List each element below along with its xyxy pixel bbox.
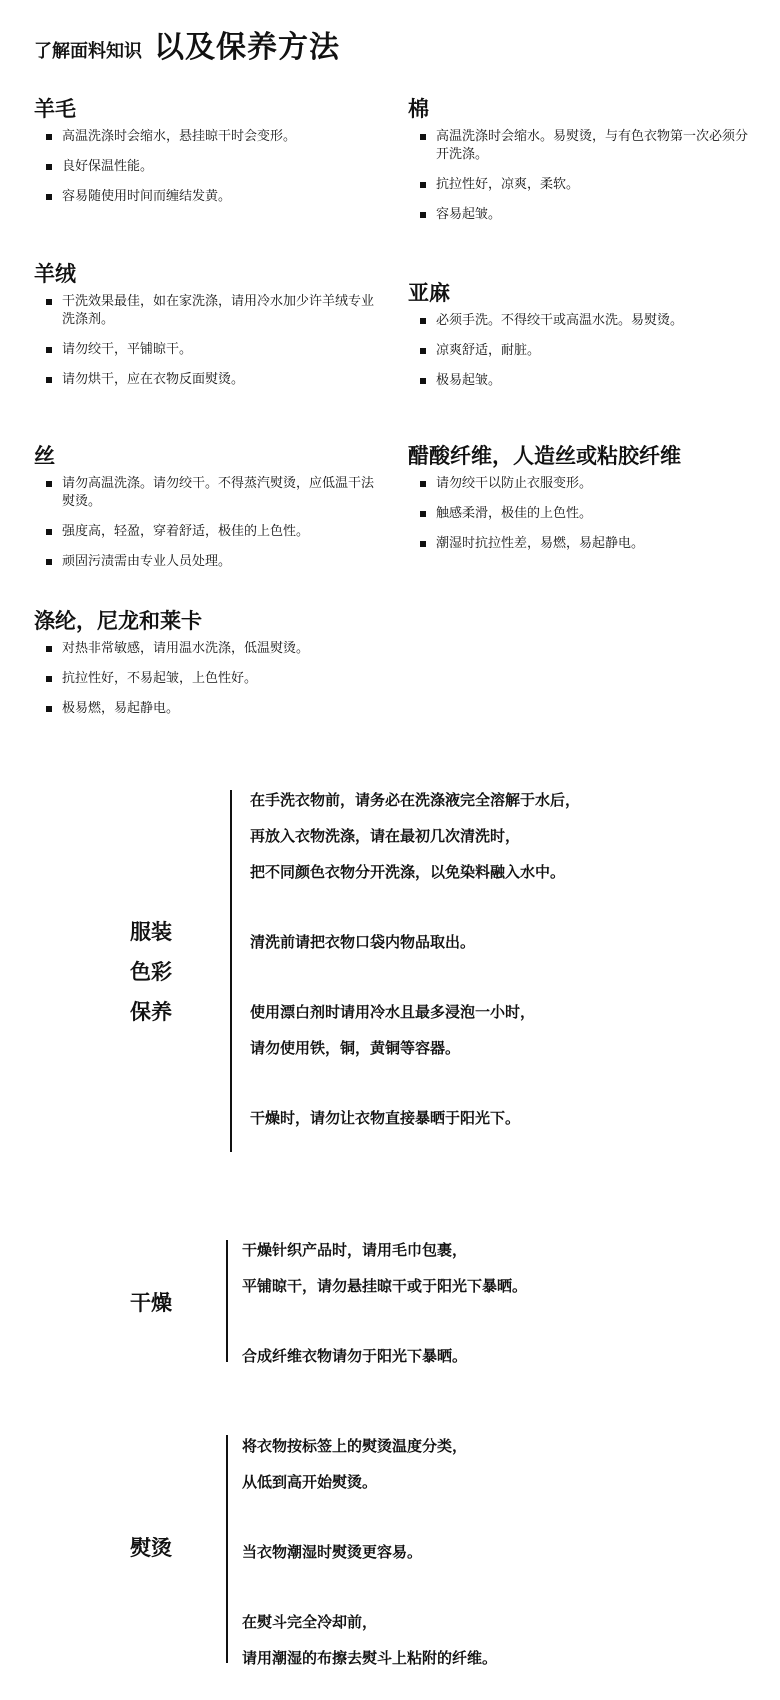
list-item: 高温洗涤时会缩水，悬挂晾干时会变形。 — [34, 128, 374, 146]
care-line: 干燥针织产品时，请用毛巾包裹， — [242, 1241, 468, 1259]
care-text — [250, 782, 580, 1136]
care-line: 把不同颜色衣物分开洗涤，以免染料融入水中。 — [250, 863, 566, 881]
fabric-list — [34, 640, 374, 718]
list-item: 请勿烘干，应在衣物反面熨烫。 — [34, 371, 374, 389]
fabric-title: 羊绒 — [34, 262, 76, 286]
header-small-title: 了解面料知识 — [34, 41, 142, 62]
care-line: 从低到高开始熨烫。 — [242, 1473, 378, 1491]
fabric-title: 棉 — [408, 97, 429, 121]
care-line: 清洗前请把衣物口袋内物品取出。 — [250, 933, 476, 951]
fabric-section-polyester — [34, 608, 374, 730]
fabric-list — [408, 312, 748, 390]
fabric-section-cashmere — [34, 261, 374, 401]
care-line: 平铺晾干，请勿悬挂晾干或于阳光下暴晒。 — [242, 1277, 528, 1295]
care-line: 在熨斗完全冷却前， — [242, 1613, 378, 1631]
list-item: 潮湿时抗拉性差，易燃，易起静电。 — [408, 535, 768, 553]
list-item: 强度高，轻盈，穿着舒适，极佳的上色性。 — [34, 523, 374, 541]
care-label — [130, 1283, 172, 1323]
list-item: 极易起皱。 — [408, 372, 748, 390]
care-label — [130, 912, 172, 1032]
fabric-title: 醋酸纤维，人造丝或粘胶纤维 — [408, 444, 681, 468]
list-item: 顽固污渍需由专业人员处理。 — [34, 553, 374, 571]
fabric-list — [34, 293, 374, 389]
list-item: 请勿高温洗涤。请勿绞干。不得蒸汽熨烫，应低温干法熨烫。 — [34, 475, 374, 511]
list-item: 凉爽舒适，耐脏。 — [408, 342, 748, 360]
header-large-title: 以及保养方法 — [154, 30, 340, 65]
care-line: 将衣物按标签上的熨烫温度分类， — [242, 1437, 468, 1455]
care-label-line: 熨烫 — [130, 1536, 172, 1560]
fabric-section-silk — [34, 443, 374, 583]
care-line: 合成纤维衣物请勿于阳光下暴晒。 — [242, 1347, 468, 1365]
care-label-line: 保养 — [130, 1000, 172, 1024]
list-item: 抗拉性好，凉爽，柔软。 — [408, 176, 748, 194]
list-item: 高温洗涤时会缩水。易熨烫，与有色衣物第一次必须分开洗涤。 — [408, 128, 748, 164]
fabric-list — [34, 475, 374, 571]
list-item: 干洗效果最佳，如在家洗涤，请用冷水加少许羊绒专业洗涤剂。 — [34, 293, 374, 329]
care-line: 在手洗衣物前，请务必在洗涤液完全溶解于水后， — [250, 791, 581, 809]
care-divider — [230, 790, 232, 1152]
care-line: 再放入衣物洗涤，请在最初几次清洗时， — [250, 827, 521, 845]
fabric-title: 丝 — [34, 444, 55, 468]
care-divider — [226, 1240, 228, 1362]
care-line: 请勿使用铁，铜，黄铜等容器。 — [250, 1039, 461, 1057]
fabric-section-cotton — [408, 96, 748, 236]
care-divider — [226, 1435, 228, 1663]
list-item: 容易起皱。 — [408, 206, 748, 224]
fabric-list — [408, 128, 748, 224]
care-label — [130, 1528, 172, 1568]
care-line: 干燥时，请勿让衣物直接暴晒于阳光下。 — [250, 1109, 521, 1127]
care-line: 当衣物潮湿时熨烫更容易。 — [242, 1543, 423, 1561]
list-item: 抗拉性好，不易起皱，上色性好。 — [34, 670, 374, 688]
list-item: 容易随使用时间而缠结发黄。 — [34, 188, 374, 206]
care-label-line: 服装 — [130, 920, 172, 944]
fabric-title: 涤纶，尼龙和莱卡 — [34, 609, 202, 633]
list-item: 触感柔滑，极佳的上色性。 — [408, 505, 768, 523]
care-line: 请用潮湿的布擦去熨斗上粘附的纤维。 — [242, 1649, 498, 1667]
fabric-list — [408, 475, 768, 553]
list-item: 请勿绞干以防止衣服变形。 — [408, 475, 768, 493]
fabric-title: 羊毛 — [34, 97, 76, 121]
fabric-section-linen — [408, 280, 748, 402]
list-item: 良好保温性能。 — [34, 158, 374, 176]
care-line: 使用漂白剂时请用冷水且最多浸泡一小时， — [250, 1003, 536, 1021]
fabric-section-wool — [34, 96, 374, 218]
fabric-section-acetate — [408, 443, 768, 565]
fabric-list — [34, 128, 374, 206]
care-text — [242, 1232, 527, 1374]
fabric-title: 亚麻 — [408, 281, 450, 305]
list-item: 请勿绞干，平铺晾干。 — [34, 341, 374, 359]
care-text — [242, 1428, 497, 1676]
list-item: 对热非常敏感，请用温水洗涤，低温熨烫。 — [34, 640, 374, 658]
list-item: 极易燃，易起静电。 — [34, 700, 374, 718]
care-label-line: 色彩 — [130, 960, 172, 984]
care-label-line: 干燥 — [130, 1291, 172, 1315]
list-item: 必须手洗。不得绞干或高温水洗。易熨烫。 — [408, 312, 748, 330]
page-header — [34, 22, 340, 66]
